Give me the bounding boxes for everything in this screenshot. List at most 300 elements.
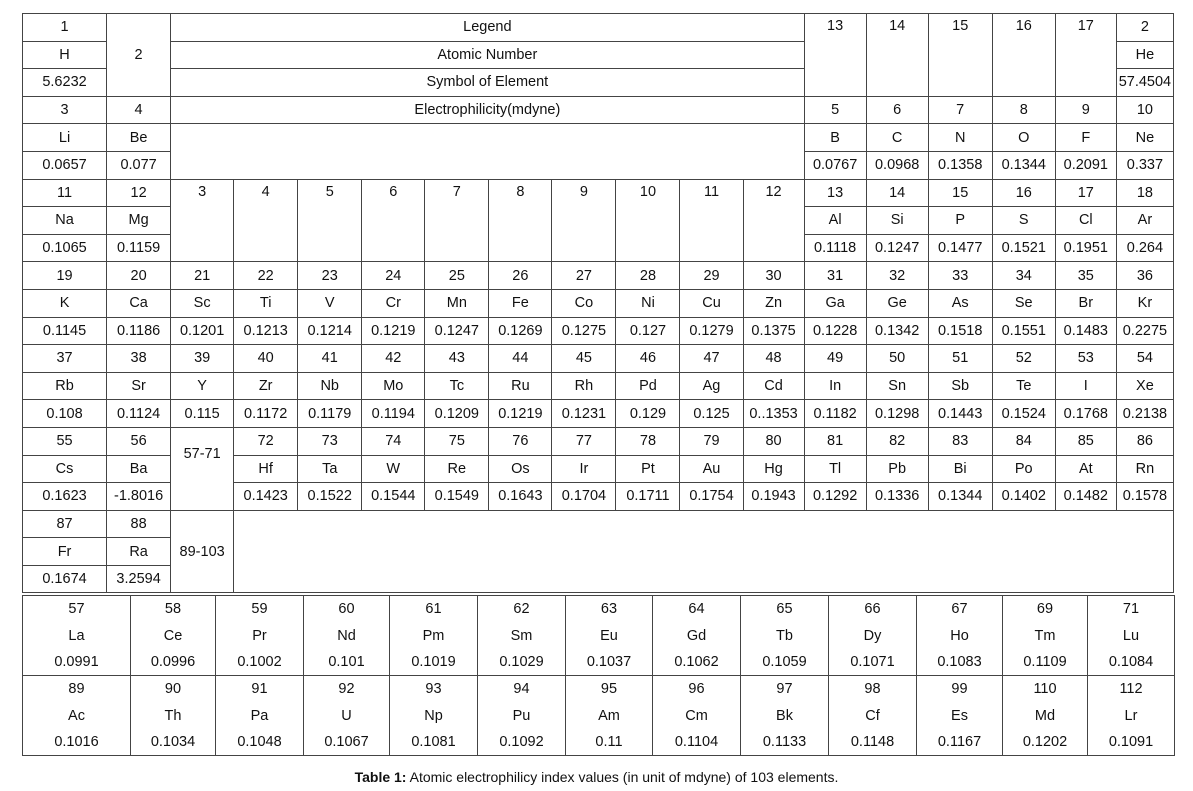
element-value: 0.1275 — [552, 317, 616, 345]
group-number-16: 16 — [992, 14, 1055, 97]
element-value: 0.1062 — [653, 649, 741, 676]
element-number: 99 — [917, 676, 1003, 703]
element-number: 9 — [1055, 96, 1116, 124]
f-block-table — [22, 595, 1175, 756]
element-number: 66 — [829, 596, 917, 623]
element-number: 92 — [304, 676, 390, 703]
element-value: 0.1219 — [362, 317, 425, 345]
element-number: 26 — [489, 262, 552, 290]
element-symbol: Cd — [743, 372, 804, 400]
element-value: 0.1336 — [866, 483, 928, 511]
element-symbol: Pb — [866, 455, 928, 483]
element-value: 0.1016 — [23, 729, 131, 756]
element-value: 0.1182 — [804, 400, 866, 428]
element-symbol: Ge — [866, 289, 928, 317]
element-symbol: Xe — [1116, 372, 1173, 400]
element-number: 15 — [928, 179, 992, 207]
element-number: 79 — [680, 427, 743, 455]
legend-value: Electrophilicity(mdyne) — [171, 96, 804, 124]
group-number-14: 14 — [866, 14, 928, 97]
element-number: 78 — [616, 427, 680, 455]
element-value: 0.1228 — [804, 317, 866, 345]
element-symbol: Te — [992, 372, 1055, 400]
element-symbol: Ca — [107, 289, 171, 317]
element-value: 0.1048 — [216, 729, 304, 756]
element-value: -1.8016 — [107, 483, 171, 511]
element-symbol: Ne — [1116, 124, 1173, 152]
element-symbol: Cl — [1055, 207, 1116, 235]
element-symbol: N — [928, 124, 992, 152]
element-value: 0.108 — [23, 400, 107, 428]
element-number: 98 — [829, 676, 917, 703]
element-symbol: Bi — [928, 455, 992, 483]
element-number: 14 — [866, 179, 928, 207]
element-value: 0.1549 — [425, 483, 489, 511]
element-symbol: Br — [1055, 289, 1116, 317]
element-symbol: La — [23, 622, 131, 649]
element-symbol: Ru — [489, 372, 552, 400]
element-number: 31 — [804, 262, 866, 290]
element-number: 38 — [107, 345, 171, 373]
element-number: 20 — [107, 262, 171, 290]
element-value: 0.1019 — [390, 649, 478, 676]
element-value: 5.6232 — [23, 69, 107, 97]
element-number: 83 — [928, 427, 992, 455]
element-value: 3.2594 — [107, 565, 171, 593]
element-number: 39 — [171, 345, 234, 373]
element-number: 54 — [1116, 345, 1173, 373]
element-number: 57 — [23, 596, 131, 623]
element-value: 0.125 — [680, 400, 743, 428]
lanthanide-symbols-row — [23, 622, 1175, 649]
element-value: 0.0968 — [866, 151, 928, 179]
element-value: 0.1201 — [171, 317, 234, 345]
element-number: 47 — [680, 345, 743, 373]
element-number: 56 — [107, 427, 171, 455]
element-symbol: Tb — [741, 622, 829, 649]
element-symbol: Ga — [804, 289, 866, 317]
element-number: 51 — [928, 345, 992, 373]
element-symbol: Am — [566, 702, 653, 729]
element-symbol: Re — [425, 455, 489, 483]
element-value: 0.1643 — [489, 483, 552, 511]
element-number: 71 — [1088, 596, 1175, 623]
element-value: 0.1443 — [928, 400, 992, 428]
element-number: 24 — [362, 262, 425, 290]
element-symbol: Sc — [171, 289, 234, 317]
element-value: 0.337 — [1116, 151, 1173, 179]
element-symbol: Mg — [107, 207, 171, 235]
element-value: 0.1091 — [1088, 729, 1175, 756]
element-symbol: Dy — [829, 622, 917, 649]
element-value: 0.1194 — [362, 400, 425, 428]
element-number: 65 — [741, 596, 829, 623]
element-number: 49 — [804, 345, 866, 373]
element-symbol: Cu — [680, 289, 743, 317]
element-symbol: Zn — [743, 289, 804, 317]
element-value: 0.1202 — [1003, 729, 1088, 756]
element-symbol: Cm — [653, 702, 741, 729]
element-symbol: Rh — [552, 372, 616, 400]
group-number-17: 17 — [1055, 14, 1116, 97]
element-number: 53 — [1055, 345, 1116, 373]
element-value: 0.1081 — [390, 729, 478, 756]
actinide-values-row — [23, 729, 1175, 756]
element-value: 0.1124 — [107, 400, 171, 428]
legend-symbol: Symbol of Element — [171, 69, 804, 97]
lanthanide-placeholder: 57-71 — [171, 427, 234, 510]
element-number: 64 — [653, 596, 741, 623]
element-value: 0.1247 — [425, 317, 489, 345]
element-symbol: Si — [866, 207, 928, 235]
element-number: 5 — [804, 96, 866, 124]
element-symbol: Th — [131, 702, 216, 729]
element-number: 95 — [566, 676, 653, 703]
group-number-8: 8 — [489, 179, 552, 262]
element-symbol: Cf — [829, 702, 917, 729]
element-number: 63 — [566, 596, 653, 623]
legend-atomic-number: Atomic Number — [171, 41, 804, 69]
element-number: 87 — [23, 510, 107, 538]
element-symbol: Po — [992, 455, 1055, 483]
element-symbol: Li — [23, 124, 107, 152]
element-value: 0.077 — [107, 151, 171, 179]
element-number: 77 — [552, 427, 616, 455]
element-value: 0.1002 — [216, 649, 304, 676]
element-symbol: Lr — [1088, 702, 1175, 729]
element-value: 0.1148 — [829, 729, 917, 756]
group-number-9: 9 — [552, 179, 616, 262]
element-value: 0.0767 — [804, 151, 866, 179]
element-number: 67 — [917, 596, 1003, 623]
element-symbol: S — [992, 207, 1055, 235]
element-value: 0.1292 — [804, 483, 866, 511]
element-value: 0.0996 — [131, 649, 216, 676]
element-number: 22 — [234, 262, 298, 290]
element-symbol: Gd — [653, 622, 741, 649]
caption-label: Table 1: — [354, 769, 407, 785]
element-number: 55 — [23, 427, 107, 455]
element-symbol: I — [1055, 372, 1116, 400]
element-symbol: Mo — [362, 372, 425, 400]
element-number: 43 — [425, 345, 489, 373]
element-value: 0..1353 — [743, 400, 804, 428]
element-value: 0.1083 — [917, 649, 1003, 676]
element-symbol: F — [1055, 124, 1116, 152]
element-number: 73 — [298, 427, 362, 455]
element-value: 0.1179 — [298, 400, 362, 428]
element-value: 0.1711 — [616, 483, 680, 511]
element-value: 0.1034 — [131, 729, 216, 756]
element-number: 75 — [425, 427, 489, 455]
element-value: 0.1674 — [23, 565, 107, 593]
element-number: 21 — [171, 262, 234, 290]
element-value: 0.1623 — [23, 483, 107, 511]
legend-title: Legend — [171, 14, 804, 42]
element-value: 0.1704 — [552, 483, 616, 511]
element-symbol: Be — [107, 124, 171, 152]
element-number: 85 — [1055, 427, 1116, 455]
element-symbol: Sn — [866, 372, 928, 400]
element-number: 80 — [743, 427, 804, 455]
element-number: 110 — [1003, 676, 1088, 703]
element-number: 32 — [866, 262, 928, 290]
element-value: 0.1344 — [928, 483, 992, 511]
element-number: 76 — [489, 427, 552, 455]
group-number-5: 5 — [298, 179, 362, 262]
periodic-table — [22, 13, 1174, 593]
element-symbol: Rn — [1116, 455, 1173, 483]
lanthanide-numbers-row — [23, 596, 1175, 623]
element-symbol: Eu — [566, 622, 653, 649]
element-number: 16 — [992, 179, 1055, 207]
element-number: 89 — [23, 676, 131, 703]
actinide-numbers-row — [23, 676, 1175, 703]
element-symbol: Ni — [616, 289, 680, 317]
element-value: 0.1118 — [804, 234, 866, 262]
element-number: 33 — [928, 262, 992, 290]
element-value: 0.1279 — [680, 317, 743, 345]
element-number: 8 — [992, 96, 1055, 124]
element-symbol: Ta — [298, 455, 362, 483]
element-symbol: Tl — [804, 455, 866, 483]
element-symbol: Bk — [741, 702, 829, 729]
element-value: 0.101 — [304, 649, 390, 676]
element-number: 27 — [552, 262, 616, 290]
element-value: 0.2138 — [1116, 400, 1173, 428]
element-symbol: Tm — [1003, 622, 1088, 649]
element-value: 0.1521 — [992, 234, 1055, 262]
group-number-3: 3 — [171, 179, 234, 262]
element-number: 4 — [107, 96, 171, 124]
element-number: 58 — [131, 596, 216, 623]
element-symbol: Nb — [298, 372, 362, 400]
element-symbol: Hf — [234, 455, 298, 483]
element-number: 62 — [478, 596, 566, 623]
element-number: 91 — [216, 676, 304, 703]
element-symbol: Rb — [23, 372, 107, 400]
element-value: 0.1172 — [234, 400, 298, 428]
element-symbol: Cr — [362, 289, 425, 317]
element-number: 112 — [1088, 676, 1175, 703]
element-value: 0.1342 — [866, 317, 928, 345]
element-value: 0.1483 — [1055, 317, 1116, 345]
group-number-1: 1 — [23, 14, 107, 42]
element-symbol: Pr — [216, 622, 304, 649]
element-value: 0.115 — [171, 400, 234, 428]
element-symbol: As — [928, 289, 992, 317]
element-value: 0.1071 — [829, 649, 917, 676]
element-symbol: Ac — [23, 702, 131, 729]
element-value: 0.1214 — [298, 317, 362, 345]
element-number: 93 — [390, 676, 478, 703]
element-value: 0.1477 — [928, 234, 992, 262]
element-number: 88 — [107, 510, 171, 538]
element-symbol: Se — [992, 289, 1055, 317]
element-symbol: Al — [804, 207, 866, 235]
element-value: 0.1423 — [234, 483, 298, 511]
element-symbol: Pm — [390, 622, 478, 649]
group-number-12: 12 — [743, 179, 804, 262]
element-number: 28 — [616, 262, 680, 290]
element-number: 44 — [489, 345, 552, 373]
element-symbol: Lu — [1088, 622, 1175, 649]
element-number: 23 — [298, 262, 362, 290]
element-value: 0.1344 — [992, 151, 1055, 179]
element-number: 37 — [23, 345, 107, 373]
element-number: 52 — [992, 345, 1055, 373]
element-value: 0.1578 — [1116, 483, 1173, 511]
element-symbol: Ti — [234, 289, 298, 317]
element-number: 69 — [1003, 596, 1088, 623]
element-symbol: Fr — [23, 538, 107, 566]
element-number: 17 — [1055, 179, 1116, 207]
element-symbol: Pd — [616, 372, 680, 400]
element-number: 35 — [1055, 262, 1116, 290]
group-number-2: 2 — [107, 14, 171, 97]
element-number: 34 — [992, 262, 1055, 290]
element-value: 0.1402 — [992, 483, 1055, 511]
element-symbol: Nd — [304, 622, 390, 649]
blank-area — [234, 510, 1174, 593]
group-number-10: 10 — [616, 179, 680, 262]
element-number: 10 — [1116, 96, 1173, 124]
element-number: 82 — [866, 427, 928, 455]
element-value: 0.1951 — [1055, 234, 1116, 262]
element-symbol: Fe — [489, 289, 552, 317]
group-number-11: 11 — [680, 179, 743, 262]
element-value: 0.1298 — [866, 400, 928, 428]
element-value: 0.1518 — [928, 317, 992, 345]
element-number: 3 — [23, 96, 107, 124]
element-symbol: Zr — [234, 372, 298, 400]
element-value: 0.1065 — [23, 234, 107, 262]
element-symbol: B — [804, 124, 866, 152]
element-value: 0.1231 — [552, 400, 616, 428]
element-value: 0.1358 — [928, 151, 992, 179]
element-value: 0.0657 — [23, 151, 107, 179]
element-symbol: U — [304, 702, 390, 729]
element-symbol: Sm — [478, 622, 566, 649]
element-number: 12 — [107, 179, 171, 207]
element-number: 42 — [362, 345, 425, 373]
element-symbol: Na — [23, 207, 107, 235]
element-symbol: He — [1116, 41, 1173, 69]
element-symbol: Cs — [23, 455, 107, 483]
element-value: 0.11 — [566, 729, 653, 756]
element-symbol: Ba — [107, 455, 171, 483]
element-symbol: Ho — [917, 622, 1003, 649]
element-number: 40 — [234, 345, 298, 373]
group-number-18: 2 — [1116, 14, 1173, 42]
element-symbol: Sr — [107, 372, 171, 400]
element-value: 0.1551 — [992, 317, 1055, 345]
element-symbol: P — [928, 207, 992, 235]
element-symbol: Ra — [107, 538, 171, 566]
group-number-4: 4 — [234, 179, 298, 262]
element-number: 60 — [304, 596, 390, 623]
element-value: 0.1109 — [1003, 649, 1088, 676]
actinide-symbols-row — [23, 702, 1175, 729]
element-value: 0.2275 — [1116, 317, 1173, 345]
element-number: 81 — [804, 427, 866, 455]
element-symbol: Md — [1003, 702, 1088, 729]
element-number: 61 — [390, 596, 478, 623]
element-number: 18 — [1116, 179, 1173, 207]
element-number: 6 — [866, 96, 928, 124]
element-symbol: Os — [489, 455, 552, 483]
element-number: 84 — [992, 427, 1055, 455]
element-symbol: Kr — [1116, 289, 1173, 317]
element-symbol: C — [866, 124, 928, 152]
element-symbol: H — [23, 41, 107, 69]
blank-area — [171, 124, 804, 179]
element-number: 13 — [804, 179, 866, 207]
element-number: 7 — [928, 96, 992, 124]
element-value: 0.1145 — [23, 317, 107, 345]
element-value: 0.1269 — [489, 317, 552, 345]
element-symbol: Es — [917, 702, 1003, 729]
element-value: 0.1754 — [680, 483, 743, 511]
element-number: 41 — [298, 345, 362, 373]
element-symbol: Pt — [616, 455, 680, 483]
element-value: 0.2091 — [1055, 151, 1116, 179]
group-number-13: 13 — [804, 14, 866, 97]
element-value: 0.1209 — [425, 400, 489, 428]
element-number: 36 — [1116, 262, 1173, 290]
element-symbol: Ce — [131, 622, 216, 649]
element-symbol: Hg — [743, 455, 804, 483]
element-symbol: Ar — [1116, 207, 1173, 235]
element-value: 0.1524 — [992, 400, 1055, 428]
element-symbol: Np — [390, 702, 478, 729]
element-number: 86 — [1116, 427, 1173, 455]
element-symbol: Pu — [478, 702, 566, 729]
element-symbol: V — [298, 289, 362, 317]
element-number: 90 — [131, 676, 216, 703]
element-symbol: In — [804, 372, 866, 400]
element-value: 0.129 — [616, 400, 680, 428]
element-symbol: Ag — [680, 372, 743, 400]
element-value: 0.1247 — [866, 234, 928, 262]
element-symbol: O — [992, 124, 1055, 152]
element-symbol: Au — [680, 455, 743, 483]
element-value: 0.1067 — [304, 729, 390, 756]
element-number: 45 — [552, 345, 616, 373]
element-value: 0.1167 — [917, 729, 1003, 756]
element-value: 0.1522 — [298, 483, 362, 511]
element-number: 25 — [425, 262, 489, 290]
element-symbol: Pa — [216, 702, 304, 729]
element-value: 0.1029 — [478, 649, 566, 676]
element-symbol: W — [362, 455, 425, 483]
element-value: 0.264 — [1116, 234, 1173, 262]
element-symbol: Tc — [425, 372, 489, 400]
element-value: 0.1186 — [107, 317, 171, 345]
element-symbol: Ir — [552, 455, 616, 483]
element-value: 0.1104 — [653, 729, 741, 756]
actinide-placeholder: 89-103 — [171, 510, 234, 593]
element-value: 0.1375 — [743, 317, 804, 345]
element-symbol: Mn — [425, 289, 489, 317]
element-number: 50 — [866, 345, 928, 373]
element-value: 0.1219 — [489, 400, 552, 428]
element-number: 46 — [616, 345, 680, 373]
element-value: 0.1059 — [741, 649, 829, 676]
lanthanide-values-row — [23, 649, 1175, 676]
element-number: 11 — [23, 179, 107, 207]
element-value: 0.1092 — [478, 729, 566, 756]
